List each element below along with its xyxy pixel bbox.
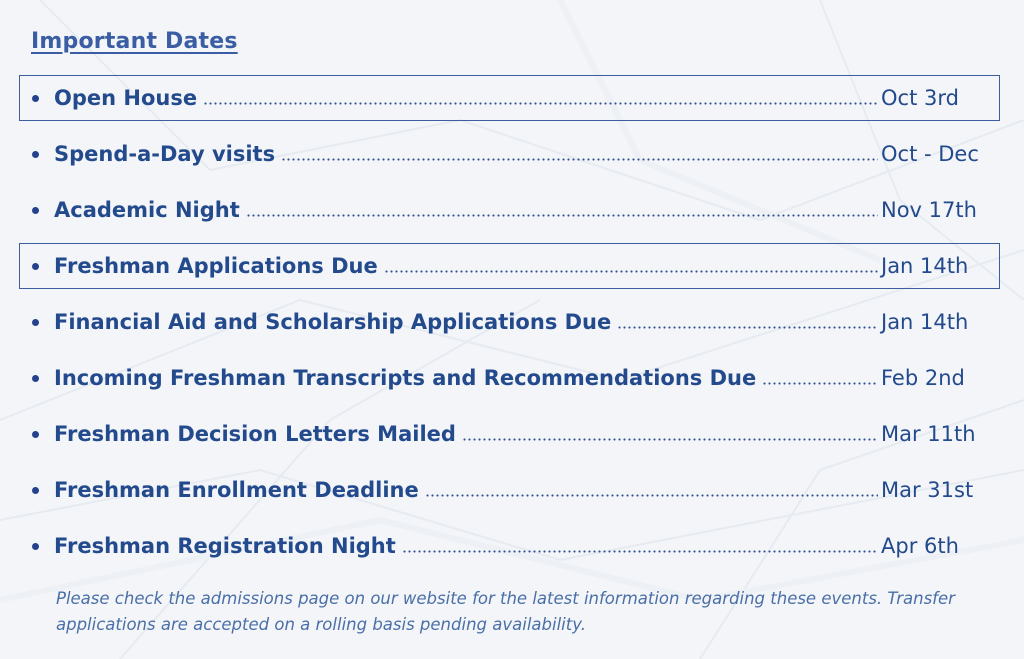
event-name: Freshman Decision Letters Mailed xyxy=(54,422,456,446)
dot-leader xyxy=(617,326,878,329)
dot-leader xyxy=(281,158,878,161)
list-item xyxy=(19,75,1000,121)
event-date: Jan 14th xyxy=(881,310,969,334)
list-item xyxy=(19,523,1000,569)
list-item xyxy=(19,299,1000,345)
admissions-note: Please check the admissions page on our website for the latest information regarding these events. Transfer applications are accepted on a rolling basis pending availability. xyxy=(56,589,955,634)
event-date: Apr 6th xyxy=(881,534,959,558)
bullet-icon xyxy=(32,319,39,326)
list-item xyxy=(19,187,1000,233)
event-name: Freshman Applications Due xyxy=(54,254,378,278)
event-date: Mar 31st xyxy=(881,478,974,502)
list-item xyxy=(19,467,1000,513)
bullet-icon xyxy=(32,543,39,550)
dot-leader xyxy=(462,438,878,441)
list-item xyxy=(19,131,1000,177)
event-date: Feb 2nd xyxy=(881,366,965,390)
bullet-icon xyxy=(32,207,39,214)
event-date: Mar 11th xyxy=(881,422,976,446)
event-name: Spend-a-Day visits xyxy=(54,142,276,166)
event-name: Incoming Freshman Transcripts and Recommendations Due xyxy=(54,366,757,390)
dot-leader xyxy=(762,382,878,385)
dot-leader xyxy=(246,214,878,217)
bullet-icon xyxy=(32,95,39,102)
event-name: Academic Night xyxy=(54,198,240,222)
bullet-icon xyxy=(32,487,39,494)
event-date: Nov 17th xyxy=(881,198,977,222)
event-date: Jan 14th xyxy=(881,254,969,278)
event-date: Oct - Dec xyxy=(881,142,979,166)
event-name: Freshman Registration Night xyxy=(54,534,396,558)
event-date: Oct 3rd xyxy=(881,86,959,110)
dot-leader xyxy=(384,270,878,273)
bullet-icon xyxy=(32,375,39,382)
list-item xyxy=(19,411,1000,457)
list-item xyxy=(19,243,1000,289)
section-title: Important Dates xyxy=(31,29,238,54)
event-name: Open House xyxy=(54,86,198,110)
dot-leader xyxy=(203,102,878,105)
bullet-icon xyxy=(32,431,39,438)
bullet-icon xyxy=(32,263,39,270)
dot-leader xyxy=(402,550,878,553)
event-name: Freshman Enrollment Deadline xyxy=(54,478,419,502)
dot-leader xyxy=(425,494,878,497)
event-name: Financial Aid and Scholarship Applications Due xyxy=(54,310,612,334)
list-item xyxy=(19,355,1000,401)
bullet-icon xyxy=(32,151,39,158)
